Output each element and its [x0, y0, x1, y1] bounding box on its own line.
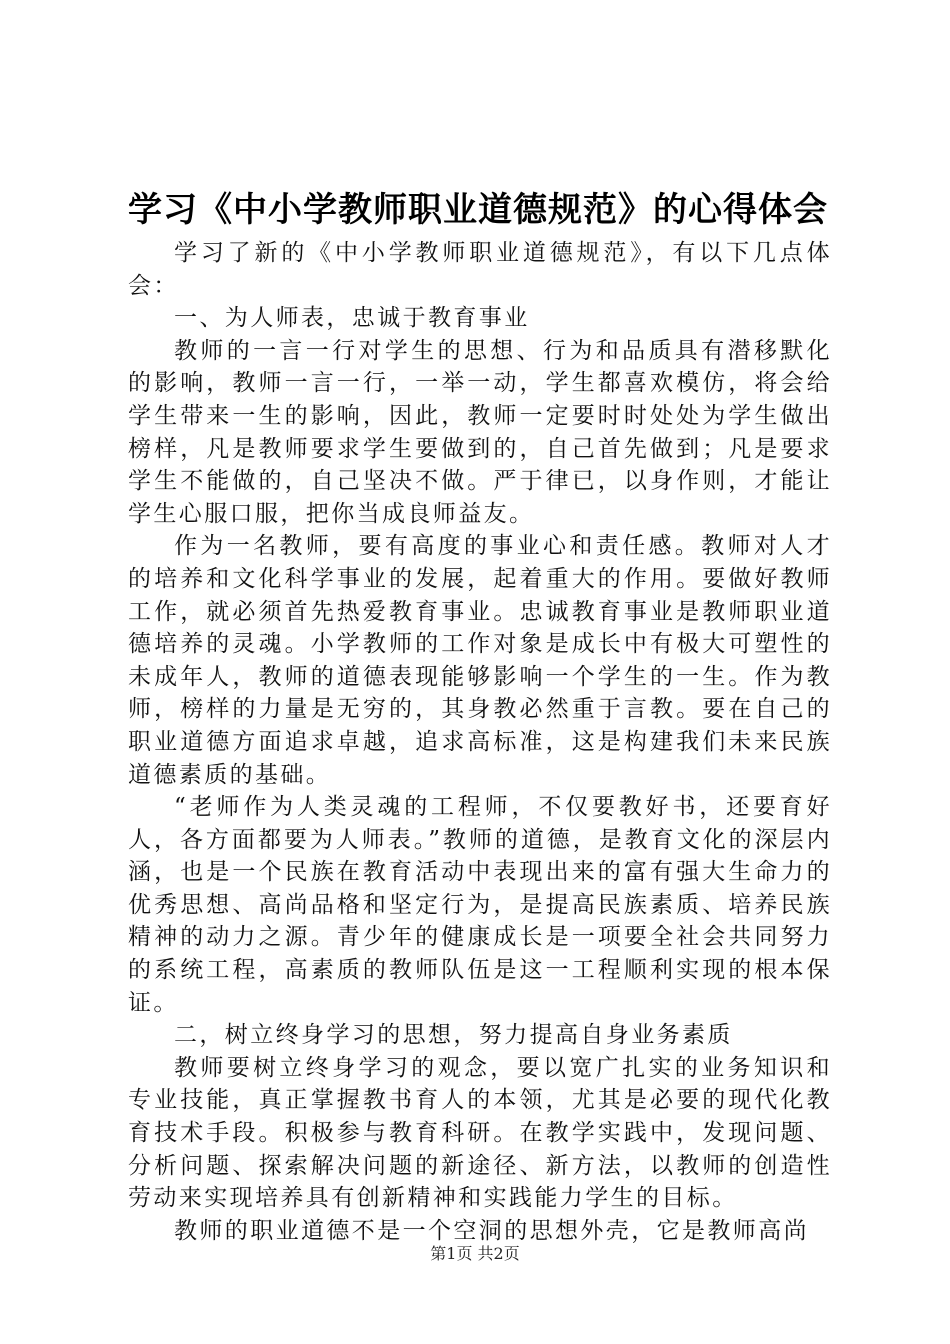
section-heading-1: 一、为人师表，忠诚于教育事业 — [174, 305, 530, 332]
paragraph: 教师要树立终身学习的观念，要以宽广扎实的业务知识和专业技能，真正掌握教书育人的本领，尤其是必要的现代化教育技术手段。积极参与教育科研。在教学实践中，发现问题、分析问题、探索解决问题的新途径、新方法，以教师的创造性劳动来实现培养具有创新精神和实践能力学生的目标。 — [128, 1054, 832, 1212]
page-footer: 第1页 共2页 — [430, 1244, 520, 1263]
section-heading-2: 二，树立终身学习的思想，努力提高自身业务素质 — [174, 1022, 733, 1049]
document-title: 学习《中小学教师职业道德规范》的心得体会 — [128, 190, 828, 230]
paragraph: 教师的职业道德不是一个空洞的思想外壳，它是教师高尚 — [174, 1217, 809, 1244]
paragraph: 教师的一言一行对学生的思想、行为和品质具有潜移默化的影响，教师一言一行，一举一动，学生都喜欢模仿，将会给学生带来一生的影响，因此，教师一定要时时处处为学生做出榜样，凡是教师要求学生要做到的，自己首先做到；凡是要求学生不能做的，自己坚决不做。严于律已，以身作则，才能让学生心服口服，把你当成良师益友。 — [128, 337, 832, 527]
paragraph: “老师作为人类灵魂的工程师，不仅要教好书，还要育好人，各方面都要为人师表。”教师的道德，是教育文化的深层内涵，也是一个民族在教育活动中表现出来的富有强大生命力的优秀思想、高尚品格和坚定行为，是提高民族素质、培养民族精神的动力之源。青少年的健康成长是一项要全社会共同努力的系统工程，高素质的教师队伍是这一工程顺利实现的根本保证。 — [128, 794, 832, 1016]
paragraph: 作为一名教师，要有高度的事业心和责任感。教师对人才的培养和文化科学事业的发展，起着重大的作用。要做好教师工作，就必须首先热爱教育事业。忠诚教育事业是教师职业道德培养的灵魂。小学教师的工作对象是成长中有极大可塑性的未成年人，教师的道德表现能够影响一个学生的一生。作为教师，榜样的力量是无穷的，其身教必然重于言教。要在自己的职业道德方面追求卓越，追求高标准，这是构建我们未来民族道德素质的基础。 — [128, 533, 832, 788]
paragraph-intro: 学习了新的《中小学教师职业道德规范》，有以下几点体会： — [128, 240, 832, 299]
document-body — [128, 237, 832, 1247]
